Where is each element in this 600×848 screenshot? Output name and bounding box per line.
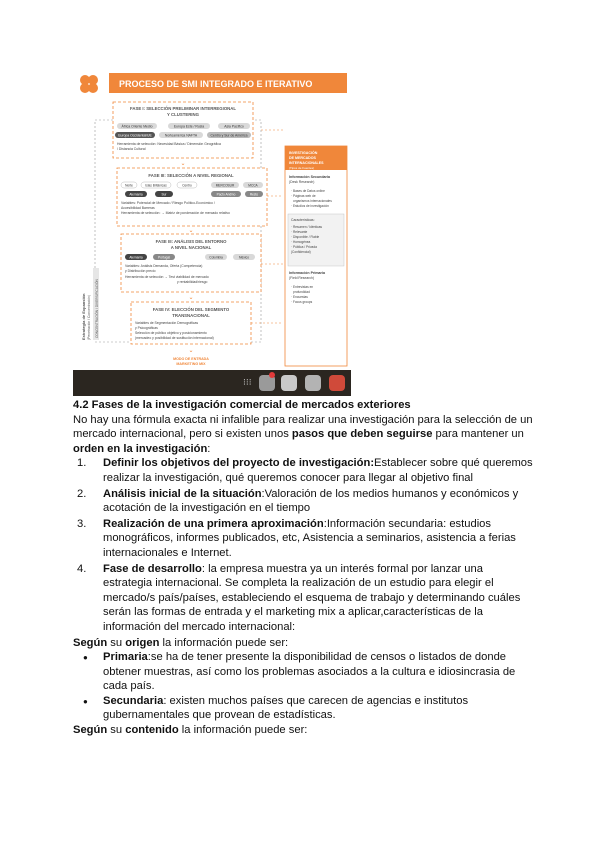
- svg-text:(Penetración / Concentración): (Penetración / Concentración): [87, 294, 91, 340]
- phase1-title: FASE I: SELECCIÓN PRELIMINAR INTERREGIONAL: [130, 106, 236, 111]
- svg-text:· Encuestas: · Encuestas: [291, 295, 308, 299]
- app-icon[interactable]: [281, 375, 297, 391]
- svg-text:CONCENTRACIÓN / DIVERSIFICACIÓ: CONCENTRACIÓN / DIVERSIFICACIÓN: [95, 279, 99, 338]
- list-item: 2. Análisis inicial de la situación:Valoración de los medios humanos y económicos y acotación de la investigación en el tiempo: [77, 487, 519, 515]
- svg-text:Europa Occidental/UE: Europa Occidental/UE: [118, 133, 152, 138]
- svg-text:Pacto Andino: Pacto Andino: [216, 192, 236, 197]
- svg-text:· Relevante: · Relevante: [291, 230, 308, 234]
- svg-text:Centro y Sur de América: Centro y Sur de América: [210, 133, 248, 138]
- svg-text:TRANSNACIONAL: TRANSNACIONAL: [172, 313, 210, 318]
- svg-text:Accesibilidad Barreras: Accesibilidad Barreras: [121, 206, 155, 210]
- svg-text:⌄: ⌄: [188, 228, 194, 234]
- svg-text:· Entrevistas en: · Entrevistas en: [291, 285, 314, 289]
- phase4-title: FASE IV: ELECCIÓN DEL SEGMENTO: [152, 307, 230, 312]
- svg-text:Herramienta de selección → T: Herramienta de selección → Test viabilidad de mercado: [125, 275, 209, 279]
- svg-text:A NIVEL NACIONAL: A NIVEL NACIONAL: [170, 245, 212, 250]
- svg-text:(mercadeo y posibilidad de sus: (mercadeo y posibilidad de sustitución internacional): [135, 336, 214, 340]
- svg-text:Estrategia de Expansión: Estrategia de Expansión: [81, 293, 86, 340]
- svg-text:MCCA: MCCA: [248, 183, 258, 188]
- svg-text:Norteamérica NAFTA: Norteamérica NAFTA: [164, 133, 198, 138]
- svg-text:Alemania: Alemania: [129, 255, 143, 260]
- figure-title: PROCESO DE SMI INTEGRADO E ITERATIVO: [119, 79, 313, 89]
- list-item: 4. Fase de desarrollo: la empresa muestra ya un interés formal por lanzar una estrategia internacional. Se completa la realización de un estudio para elegir el mercado/s país/países, estableciendo el esquema de trabajo y determinando cuáles serán las formas de entrada y el marketing mix a aplicar,características de la información del mercado internacional:: [77, 562, 521, 633]
- svg-text:(Field Research): (Field Research): [289, 276, 315, 280]
- origin-paragraph: Según su origen la información puede ser:: [73, 636, 289, 649]
- svg-text:y Distribución precio: y Distribución precio: [125, 269, 156, 273]
- document-body: [73, 398, 533, 738]
- svg-text:y Psicográficas: y Psicográficas: [135, 326, 158, 330]
- steps-list: [73, 456, 533, 634]
- svg-text:Características:: Características:: [291, 218, 315, 222]
- svg-text:Europa Este / Rusia: Europa Este / Rusia: [173, 124, 205, 129]
- process-diagram-image: [73, 68, 351, 396]
- svg-text:Variables: Análisis Demanda, O: Variables: Análisis Demanda, Oferta (Competencia): [125, 264, 203, 268]
- svg-text:INTERNACIONALES: INTERNACIONALES: [289, 161, 324, 165]
- list-item: ● Primaria:se ha de tener presente la disponibilidad de censos o listados de donde obtener muestras, así como los problemas asociados a la cultura e idiosincrasia de cada país.: [99, 650, 533, 694]
- svg-text:Variables de Segmentación Demo: Variables de Segmentación Demográficas: [135, 321, 199, 325]
- svg-text:Información Secundaria: Información Secundaria: [289, 175, 330, 179]
- svg-text:INVESTIGACIÓN: INVESTIGACIÓN: [289, 151, 318, 155]
- svg-text:· Bases de Datos online: · Bases de Datos online: [291, 189, 325, 193]
- logo-icon: [80, 75, 98, 93]
- svg-text:Portugal: Portugal: [158, 255, 170, 260]
- svg-text:y rentabilidad/riesgo: y rentabilidad/riesgo: [177, 280, 208, 284]
- svg-text:Resto: Resto: [249, 192, 259, 197]
- svg-text:/ Distancia Cultural: / Distancia Cultural: [117, 147, 146, 151]
- svg-text:MARKETING MIX: MARKETING MIX: [176, 362, 206, 366]
- svg-text:DE MERCADOS: DE MERCADOS: [289, 156, 316, 160]
- notification-badge-icon: [269, 372, 275, 378]
- svg-text:profundidad: profundidad: [293, 290, 310, 294]
- svg-text:⌄: ⌄: [188, 295, 194, 301]
- taskbar: [73, 370, 351, 396]
- svg-text:· Resumen / Idénticas: · Resumen / Idénticas: [291, 225, 323, 229]
- svg-text:⌄: ⌄: [188, 348, 194, 354]
- svg-text:MODO DE ENTRADA: MODO DE ENTRADA: [173, 357, 209, 361]
- svg-text:México: México: [238, 255, 250, 260]
- svg-text:Asia Pacífico: Asia Pacífico: [224, 124, 244, 129]
- phase3-title: FASE III: ANÁLISIS DEL ENTORNO: [155, 239, 227, 244]
- svg-text:Y CLUSTERING: Y CLUSTERING: [167, 112, 199, 117]
- list-item: 1. Definir los objetivos del proyecto de investigación:Establecer sobre qué queremos realizar la investigación, qué queremos conocer para llegar al objetivo final: [77, 457, 533, 484]
- svg-text:⌄: ⌄: [180, 161, 186, 167]
- svg-text:Alemania: Alemania: [129, 192, 143, 197]
- content-paragraph: Según su contenido la información puede ser:: [73, 724, 308, 737]
- svg-text:· Disponible / Fiable: · Disponible / Fiable: [291, 235, 320, 239]
- svg-text:Herramienta de selección: → Ma: Herramienta de selección: → Matriz de ponderación de mercado relativo: [121, 211, 230, 215]
- svg-text:· Pública / Privada: · Pública / Privada: [291, 245, 317, 249]
- section-heading: 4.2 Fases de la investigación comercial de mercados exteriores: [73, 399, 411, 411]
- svg-text:Islas Británicas: Islas Británicas: [145, 183, 167, 188]
- svg-text:Centro: Centro: [182, 183, 192, 188]
- svg-text:Variables: Potencial de Mercad: Variables: Potencial de Mercado / Riesgo Político-Económico /: [121, 201, 215, 205]
- svg-text:Selección de público objetivo: Selección de público objetivo y posicionamiento: [135, 331, 207, 335]
- intro-paragraph: No hay una fórmula exacta ni infalible para realizar una investigación para la selección de un mercado internacional, pero si existen unos pasos que deben seguirse para mantener un orden en la investigación:: [73, 413, 533, 455]
- svg-text:Herramienta de selección: Nece: Herramienta de selección: Necesidad Básica / Dimensión Geográfica: [117, 142, 221, 146]
- svg-text:MERCOSUR: MERCOSUR: [215, 183, 235, 188]
- list-item: ● Secundaria: existen muchos países que carecen de agencias e institutos gubernamentales que provean de estadísticas.: [99, 694, 533, 723]
- list-item: 3. Realización de una primera aproximación:Información secundaria: estudios monográficos, informes publicados, etc, Asistencia a seminarios, asistencia a ferias internacionales e Internet.: [77, 517, 516, 559]
- svg-text:Sur: Sur: [161, 192, 167, 197]
- svg-text:· Estudios de investigación: · Estudios de investigación: [291, 204, 329, 208]
- origin-list: [73, 650, 533, 723]
- phase2-title: FASE III: SELECCIÓN A NIVEL REGIONAL: [148, 173, 234, 178]
- svg-text:(Tipos de Fuentes): (Tipos de Fuentes): [289, 166, 315, 170]
- svg-text:Norte: Norte: [125, 183, 133, 188]
- app-icon[interactable]: [329, 375, 345, 391]
- svg-text:· Páginas web de: · Páginas web de: [291, 194, 316, 198]
- svg-text:(Desk Research): (Desk Research): [289, 180, 315, 184]
- apps-grid-icon[interactable]: ⁝⁝⁝: [243, 377, 252, 387]
- region-chip: África Oriente Medio: [121, 124, 153, 129]
- svg-text:Información Primaria: Información Primaria: [289, 271, 325, 275]
- svg-text:organismos internacionales: organismos internacionales: [293, 199, 332, 203]
- svg-text:Colombia: Colombia: [209, 255, 223, 260]
- svg-text:(Confidencial): (Confidencial): [291, 250, 311, 254]
- svg-text:· Focus groups: · Focus groups: [291, 300, 313, 304]
- app-icon[interactable]: [305, 375, 321, 391]
- svg-text:· Homogénea: · Homogénea: [291, 240, 311, 244]
